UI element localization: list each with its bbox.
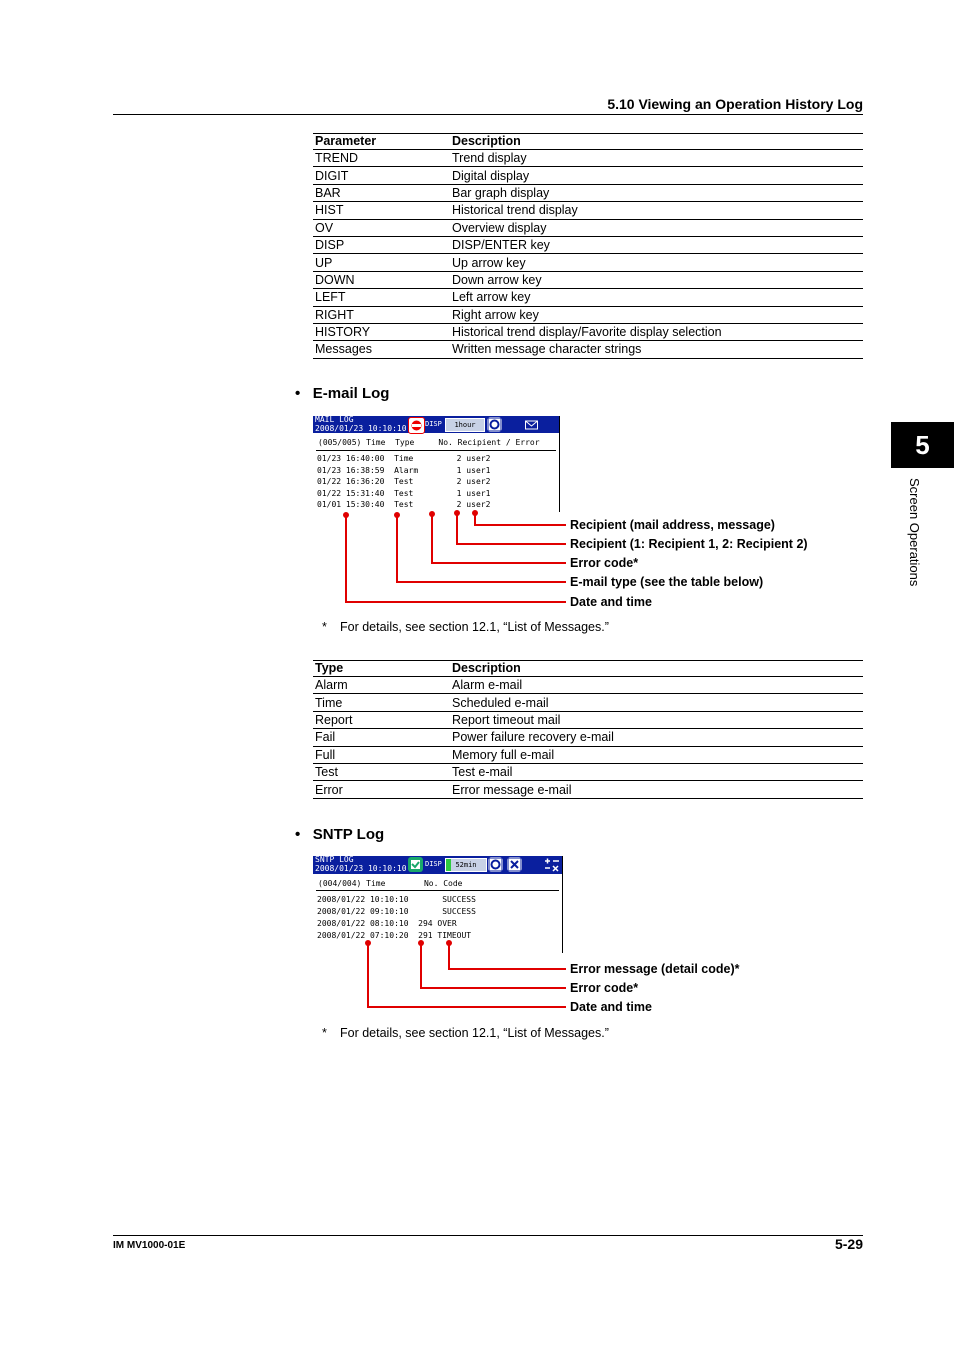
lcd-log-row: 2008/01/22 07:10:20 291 TIMEOUT — [317, 931, 472, 940]
lcd-time-chip: 1hour — [445, 418, 485, 432]
footnote-star: * — [322, 1026, 327, 1040]
bullet: • — [295, 385, 301, 402]
lcd-log-row: 01/23 16:40:00 Time 2 user2 — [317, 454, 491, 463]
footnote-text: For details, see section 12.1, “List of Messages.” — [340, 620, 609, 634]
lcd-column-header: (005/005) Time Type No. Recipient / Error — [318, 438, 540, 447]
lcd-title-line2: 2008/01/23 10:10:10 — [315, 423, 407, 433]
lcd-mode-label: DISP — [425, 420, 442, 428]
description-cell: Down arrow key — [450, 271, 863, 288]
callout-label: Error message (detail code)* — [570, 962, 740, 976]
callout-dot — [418, 940, 424, 946]
page-number: 5-29 — [834, 1236, 863, 1252]
parameter-cell: UP — [313, 254, 450, 271]
bullet: • — [295, 826, 301, 843]
parameter-cell: BAR — [313, 184, 450, 201]
description-cell: Trend display — [450, 150, 863, 167]
type-cell: Time — [313, 694, 450, 711]
description-cell: Overview display — [450, 219, 863, 236]
callout-dot — [446, 940, 452, 946]
callout-line — [368, 943, 566, 1007]
description-cell: Error message e-mail — [450, 781, 863, 798]
parameter-cell: LEFT — [313, 289, 450, 306]
parameter-cell: DIGIT — [313, 167, 450, 184]
parameter-cell: DOWN — [313, 271, 450, 288]
callout-label: Error code* — [570, 556, 639, 570]
callout-label: E-mail type (see the table below) — [570, 575, 764, 589]
lcd-title-line1: MAIL LOG — [315, 416, 354, 424]
description-cell: Up arrow key — [450, 254, 863, 271]
callout-label: Recipient (1: Recipient 1, 2: Recipient 2) — [570, 537, 808, 551]
footnote-text: For details, see section 12.1, “List of Messages.” — [340, 1026, 609, 1040]
description-cell: Right arrow key — [450, 306, 863, 323]
column-header: Description — [450, 134, 863, 150]
chapter-label-text: Screen Operations — [907, 478, 922, 587]
description-cell: Digital display — [450, 167, 863, 184]
description-cell: Scheduled e-mail — [450, 694, 863, 711]
type-cell: Error — [313, 781, 450, 798]
parameter-cell: Messages — [313, 341, 450, 358]
callout-label: Error code* — [570, 981, 639, 995]
chip-label: 52min — [455, 861, 477, 869]
description-cell: Written message character strings — [450, 341, 863, 358]
description-cell: Historical trend display — [450, 202, 863, 219]
column-header: Parameter — [313, 134, 450, 150]
parameter-cell: OV — [313, 219, 450, 236]
column-header: Description — [450, 661, 863, 677]
parameter-cell: HISTORY — [313, 323, 450, 340]
callout-line — [421, 943, 566, 988]
chapter-number-tab[interactable]: 5 — [891, 422, 954, 468]
description-cell: Report timeout mail — [450, 711, 863, 728]
email-log-title: E-mail Log — [312, 385, 390, 402]
description-cell: Test e-mail — [450, 763, 863, 780]
description-cell: Historical trend display/Favorite display selection — [450, 323, 863, 340]
lcd-title-line1: SNTP LOG — [315, 856, 354, 864]
lcd-mode-label: DISP — [425, 860, 442, 868]
callout-dot — [365, 940, 371, 946]
lcd-log-row: 01/22 15:31:40 Test 1 user1 — [317, 488, 491, 498]
description-cell: Alarm e-mail — [450, 677, 863, 694]
lcd-log-row: 2008/01/22 10:10:10 SUCCESS — [317, 895, 476, 904]
type-cell: Full — [313, 746, 450, 763]
type-cell: Test — [313, 763, 450, 780]
doc-id: IM MV1000-01E — [113, 1240, 186, 1251]
callout-line — [449, 943, 566, 969]
sntp-footnote — [322, 1026, 609, 1040]
description-cell: DISP/ENTER key — [450, 236, 863, 253]
callout-label: Recipient (mail address, message) — [570, 518, 775, 532]
lcd-title-line2: 2008/01/23 10:10:10 — [315, 863, 407, 873]
column-header: Type — [313, 661, 450, 677]
footnote-star: * — [322, 620, 327, 634]
description-cell: Memory full e-mail — [450, 746, 863, 763]
type-cell: Fail — [313, 729, 450, 746]
parameter-cell: TREND — [313, 150, 450, 167]
callout-label: Date and time — [570, 1000, 652, 1014]
lcd-log-row: 01/22 16:36:20 Test 2 user2 — [317, 477, 491, 486]
lcd-log-row: 01/01 15:30:40 Test 2 user2 — [317, 500, 491, 509]
sntp-log-title: SNTP Log — [312, 826, 385, 843]
parameter-cell: DISP — [313, 236, 450, 253]
lcd-log-row: 2008/01/22 08:10:10 294 OVER — [317, 919, 457, 928]
parameter-cell: HIST — [313, 202, 450, 219]
lcd-log-row: 01/23 16:38:59 Alarm 1 user1 — [317, 465, 491, 475]
type-cell: Alarm — [313, 677, 450, 694]
description-cell: Bar graph display — [450, 184, 863, 201]
section-title: 5.10 Viewing an Operation History Log — [607, 96, 863, 112]
description-cell: Left arrow key — [450, 289, 863, 306]
lcd-column-header: (004/004) Time No. Code — [318, 879, 463, 888]
type-cell: Report — [313, 711, 450, 728]
description-cell: Power failure recovery e-mail — [450, 729, 863, 746]
parameter-cell: RIGHT — [313, 306, 450, 323]
callout-label: Date and time — [570, 595, 652, 609]
lcd-log-row: 2008/01/22 09:10:10 SUCCESS — [317, 907, 476, 916]
